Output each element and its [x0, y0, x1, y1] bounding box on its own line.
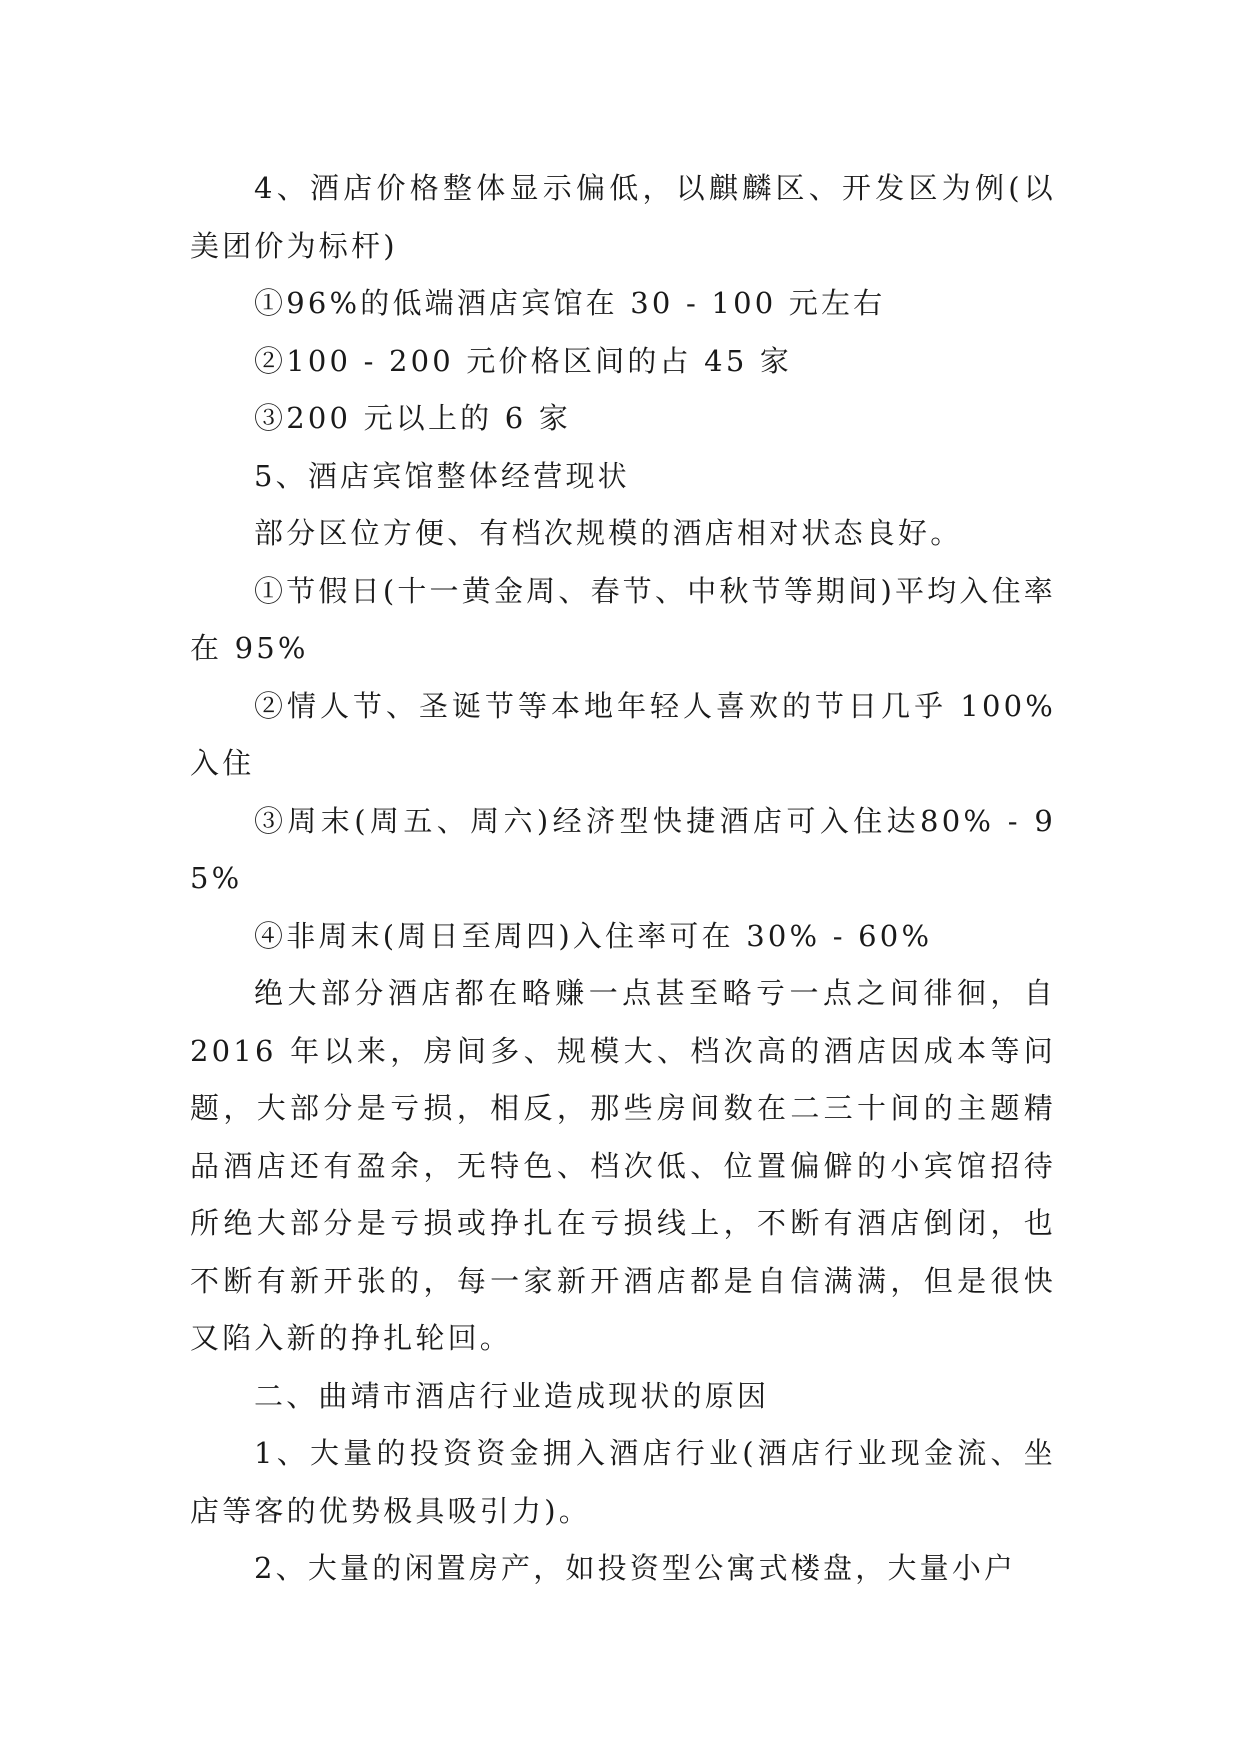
list-item-high-price: ③200 元以上的 6 家 — [254, 401, 572, 435]
list-item-weekend-occupancy: ③周末(周五、周六)经济型快捷酒店可入住达80% - 95% — [190, 803, 1056, 895]
list-item-holiday-occupancy: ①节假日(十一黄金周、春节、中秋节等期间)平均入住率在 95% — [190, 573, 1056, 665]
heading-operating-status: 5、酒店宾馆整体经营现状 — [254, 458, 630, 493]
document-page — [190, 160, 1056, 1598]
paragraph-cause-investment: 1、大量的投资资金拥入酒店行业(酒店行业现金流、坐店等客的优势极具吸引力)。 — [190, 1436, 1056, 1528]
paragraph-status-summary: 部分区位方便、有档次规模的酒店相对状态良好。 — [254, 516, 963, 550]
heading-hotel-prices: 4、酒店价格整体显示偏低，以麒麟区、开发区为例(以美团价为标杆) — [190, 171, 1056, 263]
heading-section-two: 二、曲靖市酒店行业造成现状的原因 — [254, 1378, 770, 1413]
paragraph-cause-idle-property: 2、大量的闲置房产，如投资型公寓式楼盘，大量小户 — [254, 1551, 1017, 1585]
list-item-low-end-price: ①96%的低端酒店宾馆在 30 - 100 元左右 — [254, 286, 886, 320]
list-item-festival-occupancy: ②情人节、圣诞节等本地年轻人喜欢的节日几乎 100%入住 — [190, 688, 1056, 780]
list-item-mid-price: ②100 - 200 元价格区间的占 45 家 — [254, 343, 793, 378]
list-item-weekday-occupancy: ④非周末(周日至周四)入住率可在 30% - 60% — [254, 918, 933, 953]
paragraph-profit-analysis: 绝大部分酒店都在略赚一点甚至略亏一点之间徘徊，自 2016 年以来，房间多、规模大、档次高的酒店因成本等问题，大部分是亏损，相反，那些房间数在二三十间的主题精品酒店还有盈余，无特色、档次低、位置偏僻的小宾馆招待所绝大部分是亏损或挣扎在亏损线上，不断有酒店倒闭，也不断有新开张的，每一家新开酒店都是自信满满，但是很快又陷入新的挣扎轮回。 — [190, 976, 1056, 1355]
